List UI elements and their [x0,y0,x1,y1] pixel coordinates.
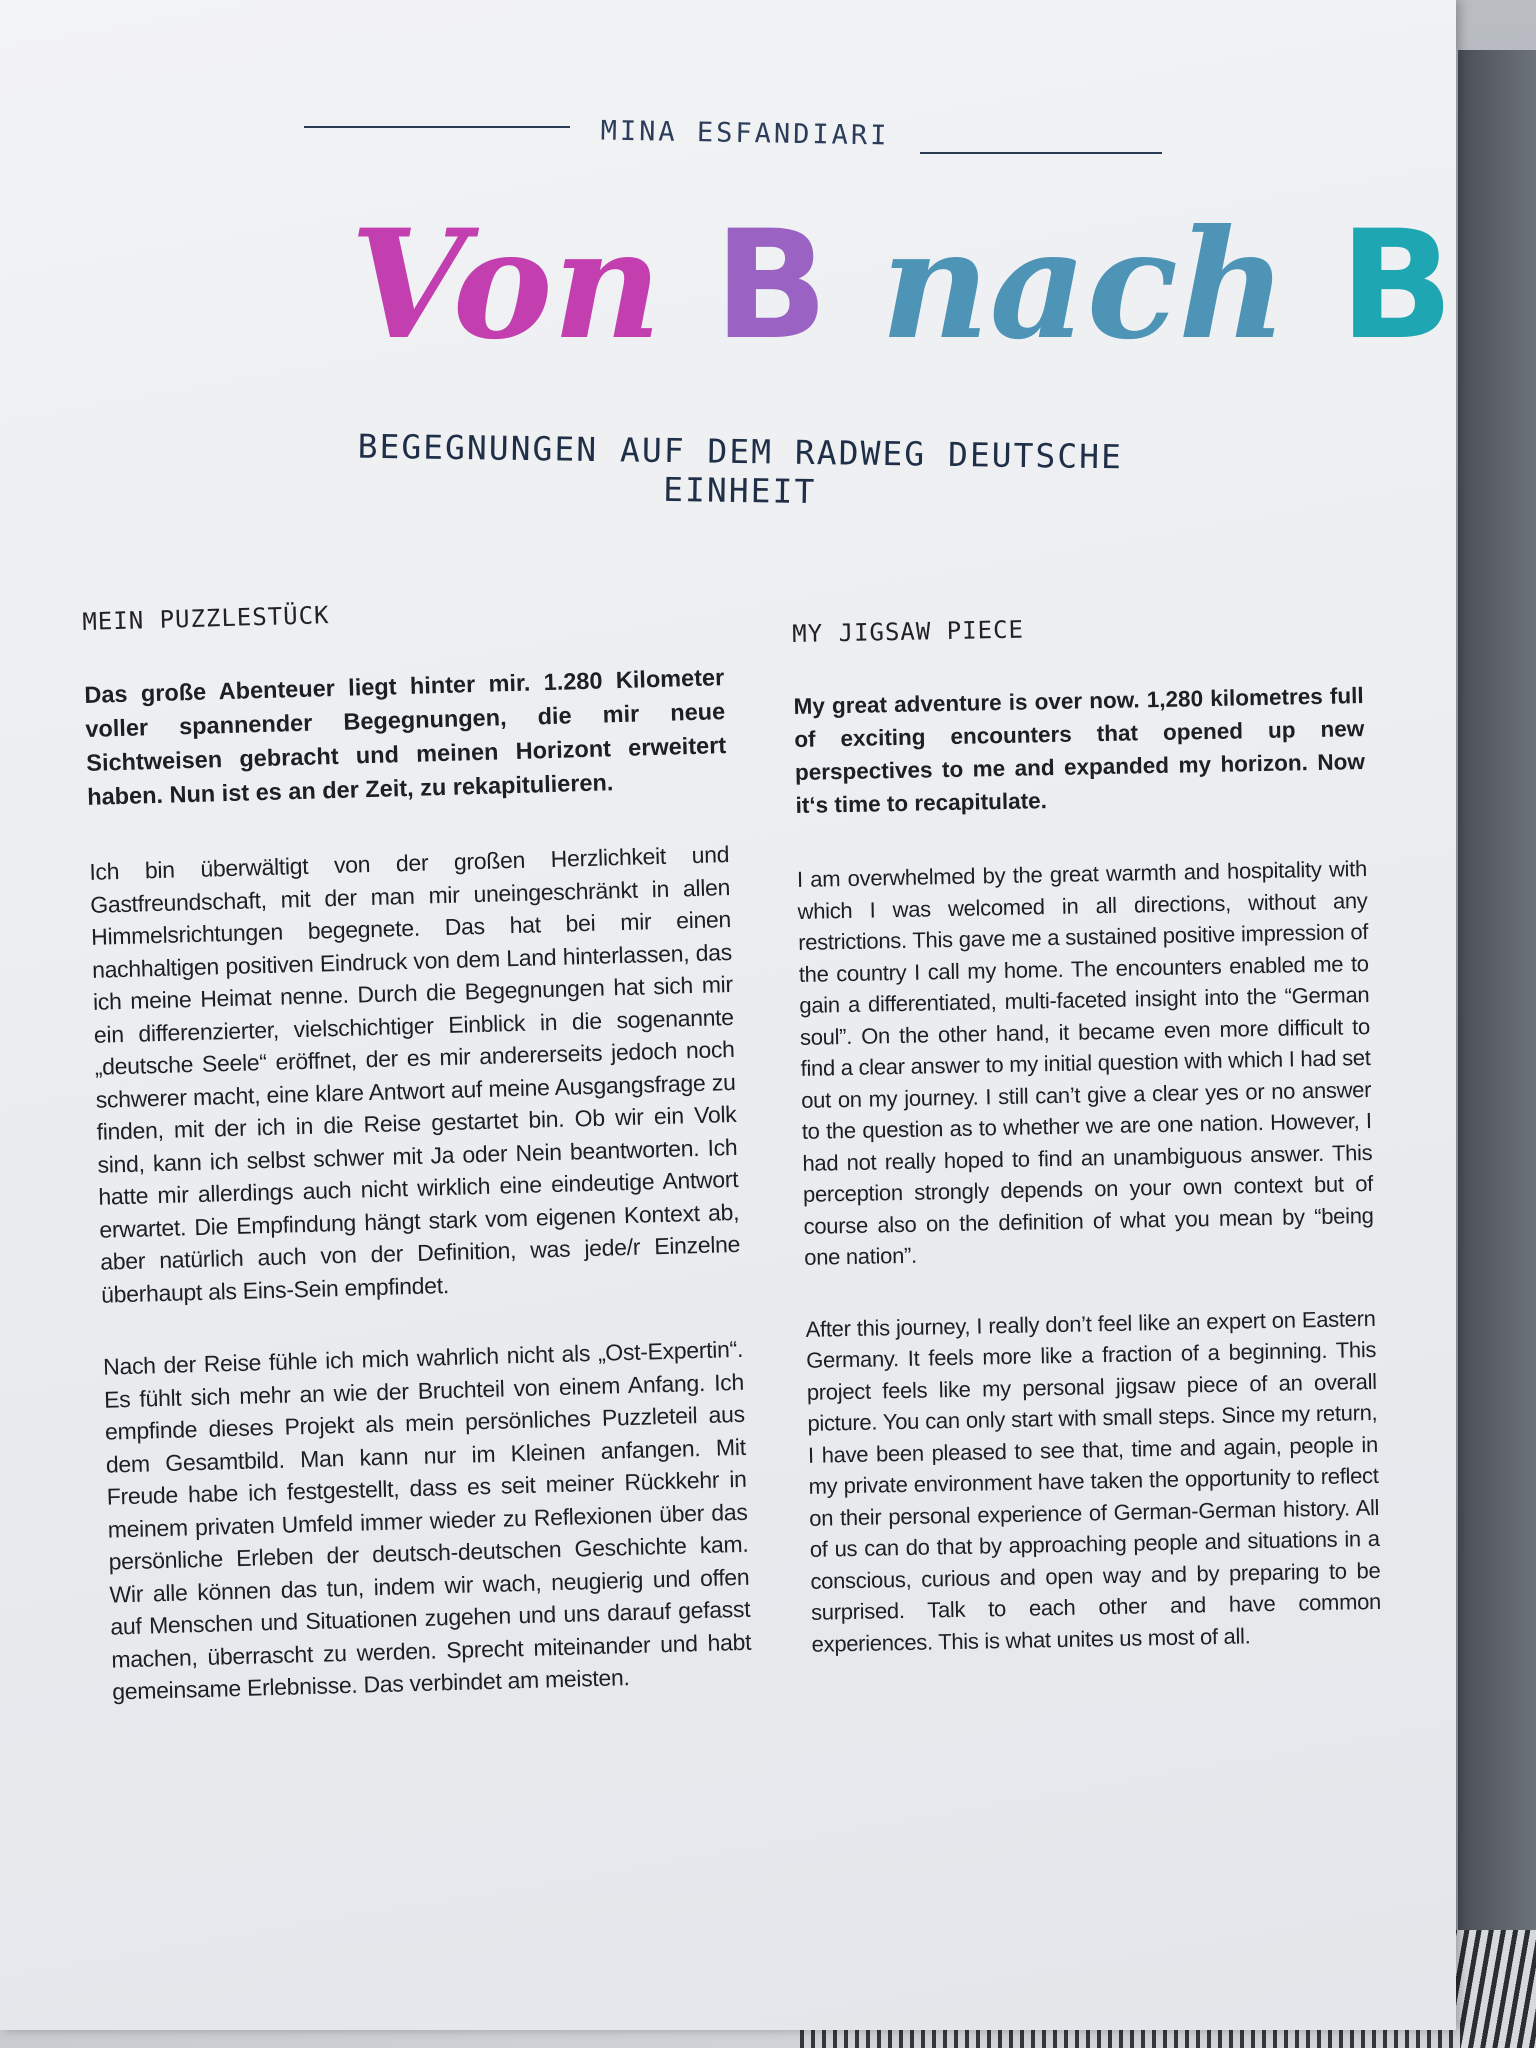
german-column [82,590,754,1748]
german-lead: Das große Abenteuer liegt hinter mir. 1.280 Kilometer voller spannender Begegnungen, die mir neue Sichtweisen gebracht und meinen Horizont erweitert haben. Nun ist es an der Zeit, zu rekapitulieren. [84,664,727,810]
title-word-nach: nach [880,197,1288,373]
english-heading: MY JIGSAW PIECE [792,615,1025,648]
title-letter-b-second: B [1339,199,1454,373]
german-heading: MEIN PUZZLESTÜCK [82,601,330,636]
english-paragraph-1: I am overwhelmed by the great warmth and hospitality with which I was welcomed in all directions, without any restrictions. This gave me a sustained positive impression of the country I call my home. The encounters enabled me to gain a differentiated, multi-faceted insight into the “German soul”. On the other hand, it became even more difficult to find a clear answer to my initial question with which I had set out on my journey. I still can’t give a clear yes or no answer to the question as to whether we are one nation. However, I had not really hoped to find an unambiguous answer. This perception strongly depends on your own context but of course also on the definition of what you mean by “being one nation”. [796,856,1374,1270]
english-column [792,609,1383,1700]
english-lead: My great adventure is over now. 1,280 kilometres full of exciting encounters that opened up new perspectives to me and expanded my horizon. Now it‘s time to recapitulate. [793,683,1366,818]
german-paragraph-1: Ich bin überwältigt von der großen Herzlichkeit und Gastfreundschaft, mit der man mir uneingeschränkt in allen Himmelsrichtungen begegnete. Das hat bei mir einen nachhaltigen positiven Eindruck von dem Land hinterlassen, das ich meine Heimat nenne. Durch die Begegnungen hat sich mir ein differenzierter, vielschichtiger Einblick in die sogenannte „deutsche Seele“ eröffnet, der es mir andererseits jedoch noch schwerer macht, eine klare Antwort auf meine Ausgangsfrage zu finden, mit der ich in die Reise gestartet bin. Ob wir ein Volk sind, kann ich selbst schwer mit Ja oder Nein beantworten. Ich hatte mir allerdings auch nicht wirklich eine eindeutige Antwort erwartet. Die Empfindung hängt stark vom eigenen Kontext ab, aber natürlich auch von der Definition, was jede/r Einzelne überhaupt als Eins-Sein empfindet. [89,841,741,1308]
poster-title [350,185,1454,395]
german-paragraph-2: Nach der Reise fühle ich mich wahrlich nicht als „Ost-Expertin“. Es fühlt sich mehr an wie der Bruchteil von einem Anfang. Ich empfinde dieses Projekt als mein persönliches Puzzleteil aus dem Gesamtbild. Man kann nur im Kleinen anfangen. Mit Freude habe ich festgestellt, dass es seit meiner Rückkehr in meinem privaten Umfeld immer wieder zu Reflexionen über das persönliche Erleben der deutsch-deutschen Geschichte kam. Wir alle können das tun, indem wir wach, neugierig und offen auf Menschen und Situationen zugehen und uns darauf gefasst machen, überrascht zu werden. Sprecht miteinander und habt gemeinsame Erlebnisse. Das verbindet am meisten. [102,1335,752,1705]
frame-edge [1458,50,1536,1950]
poster-subtitle: BEGEGNUNGEN AUF DEM RADWEG DEUTSCHE EINHEIT [357,426,1124,512]
title-word-von: Von [350,197,662,373]
title-letter-b-first: B [713,199,829,373]
author-row [300,115,1170,168]
english-paragraph-2: After this journey, I really don’t feel like an expert on Eastern Germany. It feels more like a fraction of a beginning. This project feels like my personal jigsaw piece of an overall picture. You can only start with small steps. Since my return, I have been pleased to see that, time and again, people in my private environment have taken the opportunity to reflect on their personal experience of German-German history. All of us can do that by approaching people and situations in a conscious, curious and open way and by preparing to be surprised. Talk to each other and have common experiences. This is what unites us most of all. [805,1305,1382,1657]
divider-right [920,152,1162,154]
author-name: MINA ESFANDIARI [600,115,890,152]
divider-left [304,126,570,128]
